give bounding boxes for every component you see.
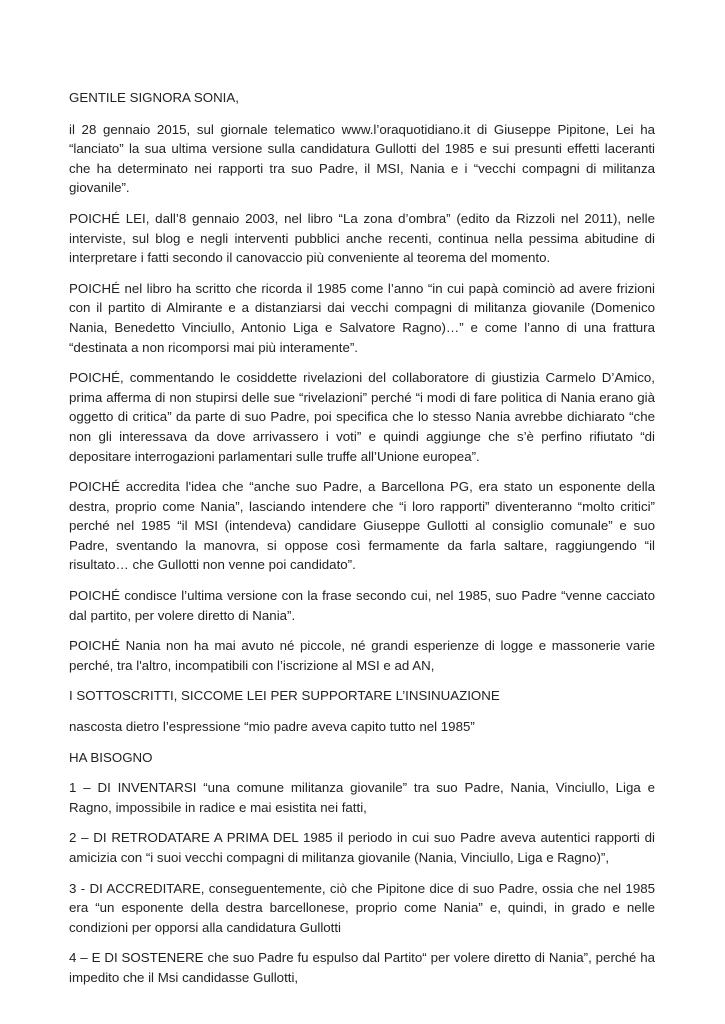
paragraph-intro: il 28 gennaio 2015, sul giornale telematico www.l’oraquotidiano.it di Giuseppe Pipitone, Lei ha “lanciato” la sua ultima versione sulla candidatura Gullotti del 1985 e sui presunti effetti laceranti che ha determinato nei rapporti tra suo Padre, il MSI, Nania e i “vecchi compagni di militanza giovanile”. (69, 121, 655, 196)
paragraph-sottoscritti: I SOTTOSCRITTI, SICCOME LEI PER SUPPORTARE L’INSINUAZIONE (69, 688, 500, 704)
salutation: GENTILE SIGNORA SONIA, (69, 90, 239, 105)
list-item-1: 1 – DI INVENTARSI “una comune militanza giovanile” tra suo Padre, Nania, Vinciullo, Liga e Ragno, impossibile in radice e mai esistita nei fatti, (69, 780, 655, 815)
paragraph-poiche-6: POICHÉ Nania non ha mai avuto né piccole, né grandi esperienze di logge e massonerie varie perché, tra l'altro, incompatibili con l’iscrizione al MSI e ad AN, (69, 638, 655, 673)
paragraph-poiche-3: POICHÉ, commentando le cosiddette rivelazioni del collaboratore di giustizia Carmelo D’Amico, prima afferma di non stupirsi delle sue “rivelazioni” perché “i modi di fare politica di Nania erano già oggetto di critica” da parte di suo Padre, poi specifica che lo stesso Nania avrebbe dichiarato “che non gli interessava da dove arrivassero i voti” e quindi aggiunge che s’è perfino rifiutato “di depositare interrogazioni parlamentari sulle truffe all’Unione europea”. (69, 370, 655, 464)
list-item-4: 4 – E DI SOSTENERE che suo Padre fu espulso dal Partito“ per volere diretto di Nania”, perché ha impedito che il Msi candidasse Gullotti, (69, 950, 655, 985)
list-item-2: 2 – DI RETRODATARE A PRIMA DEL 1985 il periodo in cui suo Padre aveva autentici rapporti di amicizia con “i suoi vecchi compagni di militanza giovanile (Nania, Vinciullo, Liga e Ragno)”, (69, 830, 655, 865)
paragraph-poiche-5: POICHÉ condisce l’ultima versione con la frase secondo cui, nel 1985, suo Padre “venne cacciato dal partito, per volere diretto di Nania”. (69, 588, 655, 623)
paragraph-ha-bisogno: HA BISOGNO (69, 749, 153, 765)
paragraph-espressione: nascosta dietro l’espressione “mio padre aveva capito tutto nel 1985” (69, 719, 475, 735)
paragraph-poiche-4: POICHÉ accredita l'idea che “anche suo Padre, a Barcellona PG, era stato un esponente della destra, proprio come Nania”, lasciando intendere che “i loro rapporti” diventeranno “molto critici” perché nel 1985 “il MSI (intendeva) candidare Giuseppe Gullotti al consiglio comunale” e suo Padre, sventando la manovra, si oppose così fermamente da farla saltare, raggiungendo “il risultato… che Gullotti non venne poi candidato”. (69, 479, 655, 573)
list-item-3: 3 - DI ACCREDITARE, conseguentemente, ciò che Pipitone dice di suo Padre, ossia che nel 1985 era “un esponente della destra barcellonese, proprio come Nania” e, quindi, in grado e nelle condizioni per opporsi alla candidatura Gullotti (69, 880, 655, 935)
paragraph-poiche-2: POICHÉ nel libro ha scritto che ricorda il 1985 come l’anno “in cui papà cominciò ad avere frizioni con il partito di Almirante e a distanziarsi dai vecchi compagni di militanza giovanile (Domenico Nania, Benedetto Vinciullo, Antonio Liga e Salvatore Ragno)…” e come l’anno di una frattura “destinata a non ricomporsi mai più interamente”. (69, 280, 655, 355)
paragraph-poiche-1: POICHÉ LEI, dall’8 gennaio 2003, nel libro “La zona d’ombra” (edito da Rizzoli nel 2011), nelle interviste, sul blog e negli interventi pubblici anche recenti, continua nella pessima abitudine di interpretare i fatti secondo il canovaccio più conveniente al teorema del momento. (69, 210, 655, 266)
